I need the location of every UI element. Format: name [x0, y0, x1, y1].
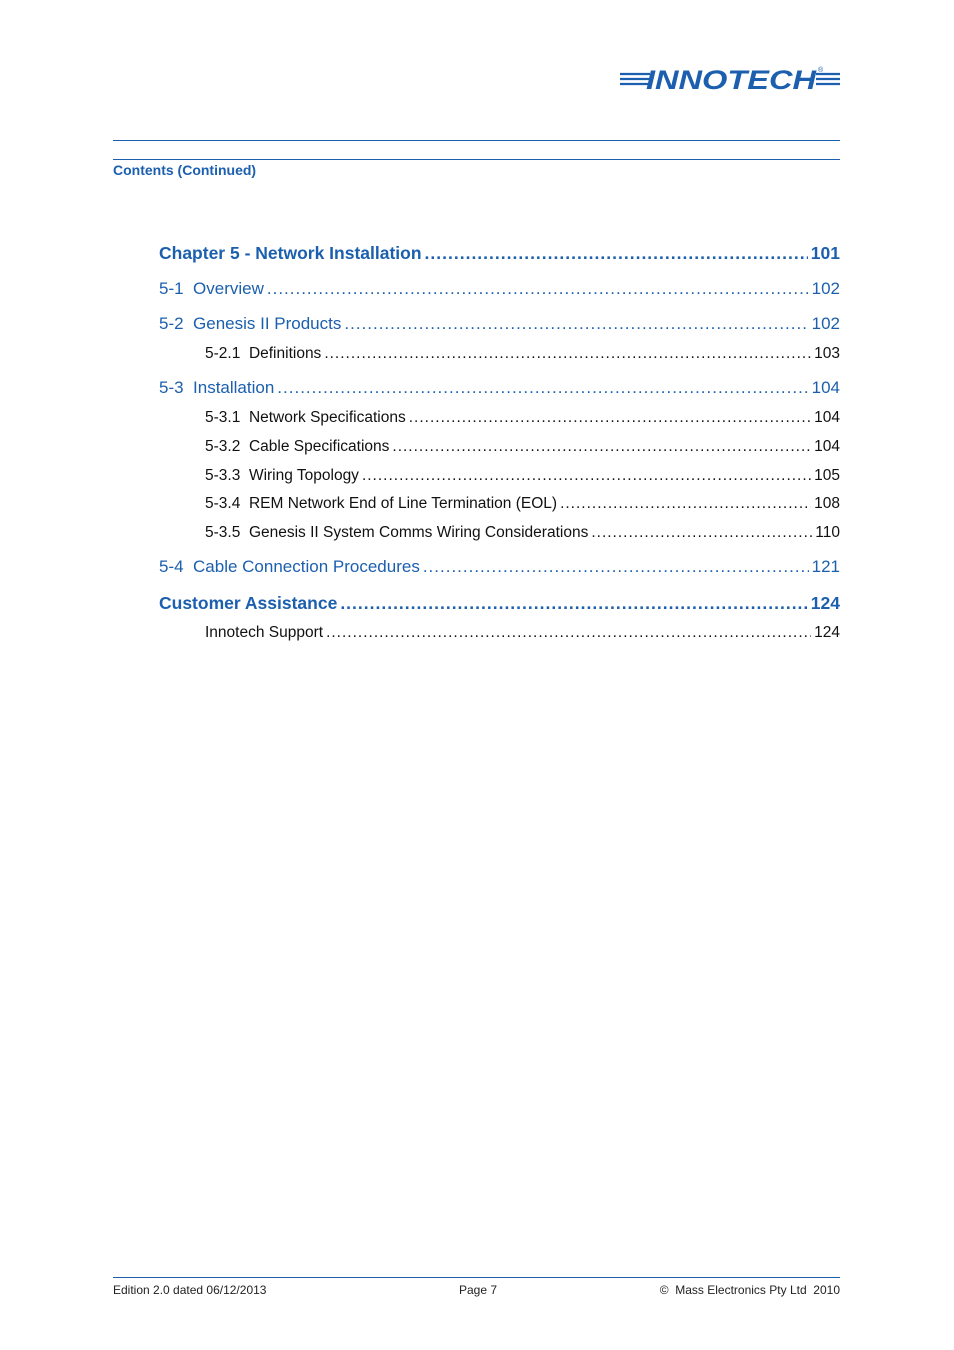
toc-leader [267, 279, 809, 299]
toc-leader [326, 624, 811, 642]
toc-entry-cable-specifications[interactable] [205, 438, 840, 456]
toc-leader [277, 378, 808, 398]
toc-entry-title: 5-3.2 Cable Specifications [205, 438, 390, 455]
toc-leader [344, 314, 808, 334]
footer-copyright: © Mass Electronics Pty Ltd 2010 [659, 1283, 840, 1297]
toc-entry-page: 105 [814, 467, 840, 484]
toc-entry-title: 5-2 Genesis II Products [159, 314, 342, 333]
toc-entry-wiring-topology[interactable] [205, 467, 840, 485]
toc-entry-page: 108 [814, 495, 840, 512]
toc-leader [425, 243, 808, 264]
toc-entry-cable-connection[interactable] [159, 557, 840, 577]
logo-text: INNOTECH [646, 65, 817, 94]
toc-leader [392, 438, 811, 456]
toc-leader [423, 557, 809, 577]
footer-rule [113, 1277, 840, 1278]
footer-page-number: Page 7 [459, 1283, 498, 1297]
toc-entry-page: 121 [811, 557, 840, 576]
toc-entry-page: 103 [814, 345, 840, 362]
toc-entry-page: 102 [811, 314, 840, 333]
toc-entry-page: 104 [814, 409, 840, 426]
toc-entry-definitions[interactable] [205, 345, 840, 363]
toc-entry-title: 5-3.5 Genesis II System Comms Wiring Considerations [205, 524, 589, 541]
svg-text:®: ® [818, 67, 824, 74]
toc-entry-installation[interactable] [159, 378, 840, 398]
toc-entry-chapter-5[interactable] [159, 243, 840, 264]
toc-entry-page: 104 [814, 438, 840, 455]
toc-entry-title: 5-2.1 Definitions [205, 345, 322, 362]
toc-entry-comms-wiring[interactable] [205, 524, 840, 542]
toc-leader [560, 495, 811, 513]
toc-leader [340, 593, 807, 614]
toc-entry-customer-assistance[interactable] [159, 593, 840, 614]
toc-entry-page: 102 [811, 279, 840, 298]
toc-entry-title: 5-1 Overview [159, 279, 264, 298]
table-of-contents [159, 0, 840, 1350]
footer-edition: Edition 2.0 dated 06/12/2013 [113, 1283, 267, 1297]
toc-entry-network-specifications[interactable] [205, 409, 840, 427]
toc-leader [409, 409, 811, 427]
toc-entry-title: 5-3.4 REM Network End of Line Termination (EOL) [205, 495, 558, 512]
toc-entry-innotech-support[interactable] [205, 624, 840, 642]
toc-entry-title: 5-3.1 Network Specifications [205, 409, 406, 426]
toc-entry-page: 104 [811, 378, 840, 397]
toc-entry-page: 101 [810, 243, 840, 263]
toc-entry-title: 5-3.3 Wiring Topology [205, 467, 359, 484]
toc-leader [324, 345, 811, 363]
toc-entry-title: Innotech Support [205, 624, 324, 641]
toc-entry-title: 5-3 Installation [159, 378, 275, 397]
toc-leader [362, 467, 811, 485]
toc-entry-page: 124 [810, 593, 840, 613]
toc-entry-overview[interactable] [159, 279, 840, 299]
toc-entry-page: 124 [814, 624, 840, 641]
toc-leader [591, 524, 812, 542]
toc-entry-genesis-ii-products[interactable] [159, 314, 840, 334]
section-heading: Contents (Continued) [113, 162, 257, 178]
toc-entry-title: Chapter 5 - Network Installation [159, 243, 422, 263]
toc-entry-title: 5-4 Cable Connection Procedures [159, 557, 420, 576]
toc-entry-title: Customer Assistance [159, 593, 338, 613]
toc-entry-eol-termination[interactable] [205, 495, 840, 513]
toc-entry-page: 110 [815, 524, 840, 541]
